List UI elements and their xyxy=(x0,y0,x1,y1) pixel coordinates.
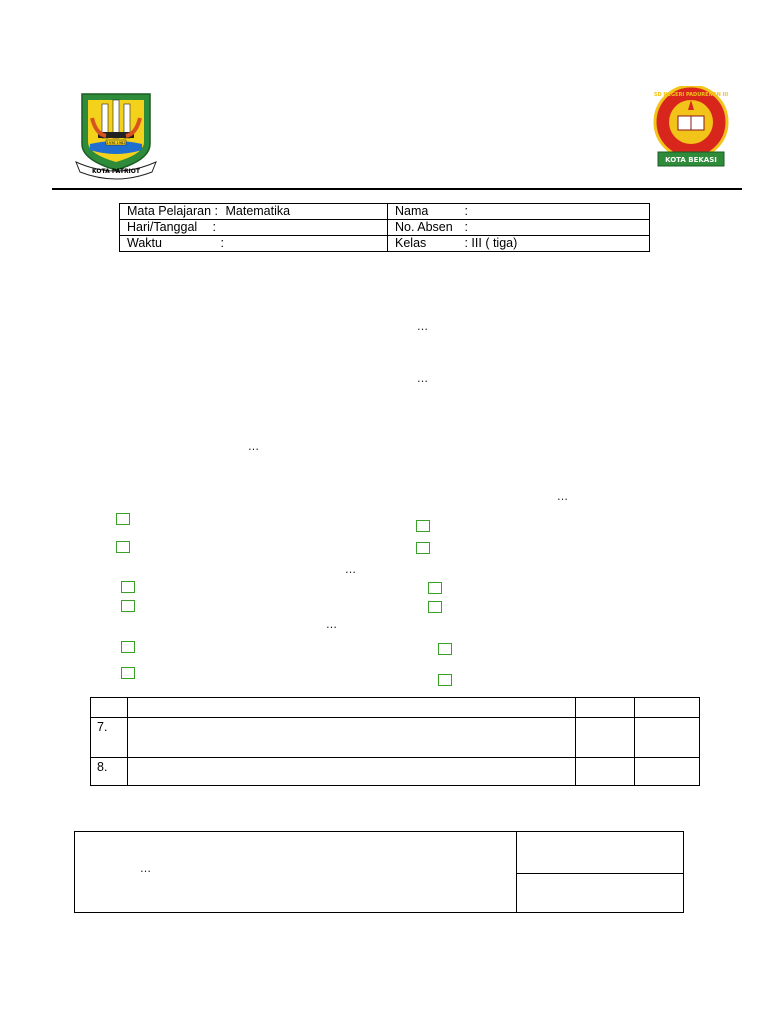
answer-ellipsis: … xyxy=(248,440,260,453)
option-checkbox[interactable] xyxy=(121,641,135,653)
answer-ellipsis: … xyxy=(345,563,357,576)
answer-ellipsis: … xyxy=(140,862,152,875)
info-cell-absen xyxy=(388,220,650,236)
info-cell-subject xyxy=(120,204,388,220)
class-value: : III ( tiga) xyxy=(464,236,518,250)
date-value: : xyxy=(212,220,216,234)
table-cell-no xyxy=(91,698,128,718)
option-checkbox[interactable] xyxy=(121,667,135,679)
table-row xyxy=(91,758,700,786)
info-cell-date xyxy=(120,220,388,236)
svg-text:KOTA PATRIOT: KOTA PATRIOT xyxy=(91,168,141,175)
name-label: Nama xyxy=(395,204,429,218)
table-cell-text xyxy=(128,718,576,758)
time-value: : xyxy=(220,236,224,250)
absen-value: : xyxy=(464,220,468,234)
question-table xyxy=(90,697,700,786)
option-checkbox[interactable] xyxy=(428,582,442,594)
svg-text:KOTA BEKASI: KOTA BEKASI xyxy=(665,156,717,164)
date-label: Hari/Tanggal xyxy=(127,220,198,234)
score-box xyxy=(74,831,684,913)
student-info-table xyxy=(119,203,650,252)
kota-bekasi-emblem xyxy=(72,88,160,180)
header-divider xyxy=(52,188,742,190)
info-row xyxy=(120,220,650,236)
table-cell-no: 7. xyxy=(91,718,128,758)
name-value: : xyxy=(464,204,468,218)
class-label: Kelas xyxy=(395,236,427,250)
table-cell-text xyxy=(128,758,576,786)
answer-ellipsis: … xyxy=(417,372,429,385)
box-divider xyxy=(516,832,517,912)
info-row xyxy=(120,204,650,220)
table-row xyxy=(91,718,700,758)
info-cell-name xyxy=(388,204,650,220)
table-cell-score xyxy=(576,758,635,786)
table-cell-score xyxy=(635,718,700,758)
table-row xyxy=(91,698,700,718)
table-cell-score xyxy=(635,698,700,718)
svg-text:SD NEGERI PADURENAN III: SD NEGERI PADURENAN III xyxy=(653,92,729,98)
box-divider xyxy=(516,873,684,874)
absen-label: No. Absen xyxy=(395,220,453,234)
subject-value: Matematika xyxy=(225,204,291,218)
answer-ellipsis: … xyxy=(326,618,338,631)
school-emblem xyxy=(650,86,732,172)
option-checkbox[interactable] xyxy=(428,601,442,613)
subject-label: Mata Pelajaran : xyxy=(127,204,219,218)
option-checkbox[interactable] xyxy=(121,600,135,612)
info-cell-time xyxy=(120,236,388,252)
info-row xyxy=(120,236,650,252)
option-checkbox[interactable] xyxy=(416,542,430,554)
answer-ellipsis: … xyxy=(557,490,569,503)
table-cell-score xyxy=(576,698,635,718)
option-checkbox[interactable] xyxy=(438,643,452,655)
option-checkbox[interactable] xyxy=(116,513,130,525)
answer-ellipsis: … xyxy=(417,320,429,333)
table-cell-score xyxy=(635,758,700,786)
table-cell-no: 8. xyxy=(91,758,128,786)
option-checkbox[interactable] xyxy=(116,541,130,553)
option-checkbox[interactable] xyxy=(121,581,135,593)
info-cell-class xyxy=(388,236,650,252)
option-checkbox[interactable] xyxy=(416,520,430,532)
option-checkbox[interactable] xyxy=(438,674,452,686)
table-cell-text xyxy=(128,698,576,718)
svg-text:1936 1982: 1936 1982 xyxy=(106,141,126,145)
table-cell-score xyxy=(576,718,635,758)
time-label: Waktu xyxy=(127,236,162,250)
